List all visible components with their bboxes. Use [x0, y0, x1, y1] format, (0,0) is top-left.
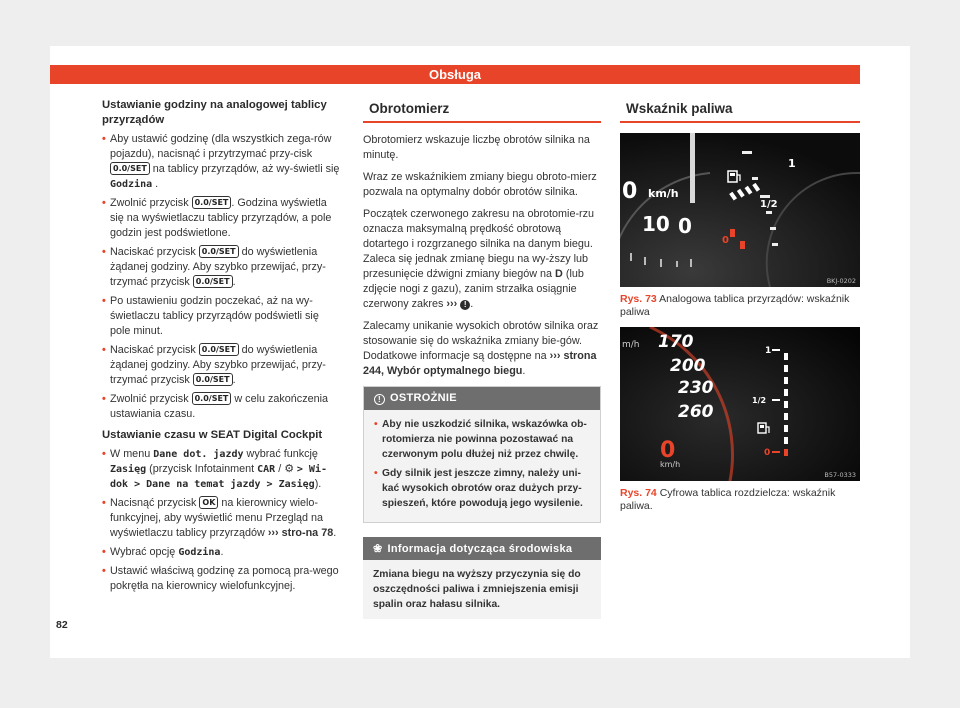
- gear-d: D: [555, 268, 563, 280]
- text: ).: [314, 478, 322, 490]
- text: .: [522, 365, 526, 377]
- car-settings-icon: ⚙: [284, 463, 294, 475]
- speed-label: 170: [658, 332, 694, 352]
- speed-label: 200: [670, 356, 706, 376]
- list-item: • Aby nie uszkodzić silnika, wskazówka ob-rotomierza nie powinna pozostawać na czerwonym polu dłużej niż przez chwilę.: [374, 417, 590, 462]
- list-item: [102, 343, 342, 388]
- heading-digital-cockpit: Ustawianie czasu w SEAT Digital Cockpit: [102, 429, 323, 441]
- list-item: [102, 545, 342, 560]
- fuel-half-label: 1/2: [752, 396, 767, 405]
- speed-unit: km/h: [648, 187, 679, 200]
- list-item: • Po ustawieniu godzin poczekać, aż na wy-świetlaczu tablicy przyrządów podświetli się pole minut.: [102, 294, 342, 339]
- figure-id: B57-0333: [824, 471, 856, 479]
- warning-badge-icon: !: [460, 300, 470, 310]
- figure-id: BKJ-0202: [826, 277, 856, 285]
- fuel-full-label: 1: [765, 346, 772, 356]
- text: Aby ustawić godzinę (dla wszystkich zega-rów pojazdu), nacisnąć i przytrzymać przy-cisk: [110, 133, 332, 160]
- figure-caption: [620, 487, 860, 513]
- fuel-empty-label: 0: [722, 235, 729, 246]
- set-key-icon: 0.0/SET: [110, 162, 150, 175]
- text: W menu: [110, 448, 151, 460]
- figure-caption: [620, 293, 860, 319]
- page-link[interactable]: ››› strona 244, Wybór optymalnego biegu: [363, 350, 597, 377]
- caution-icon: !: [374, 394, 385, 405]
- text: .: [232, 374, 236, 386]
- text: Zwolnić przycisk: [110, 197, 189, 209]
- section-title-fuel: Wskaźnik paliwa: [620, 98, 860, 123]
- figure-analog-fuel-gauge: [620, 133, 860, 287]
- figure-label: Rys. 73: [620, 293, 657, 305]
- environment-box: [363, 537, 601, 619]
- set-key-icon: 0.0/SET: [199, 245, 239, 258]
- speed-unit-top: m/h: [622, 340, 640, 350]
- column-tachometer: [363, 98, 601, 619]
- text: (przycisk Infotainment: [149, 463, 255, 475]
- text: do wyświetlenia żądanej godziny. Aby szybko przewijać, przy-trzymać przycisk: [110, 246, 326, 288]
- menu-code: Zasięg: [110, 464, 147, 475]
- list-item: • Gdy silnik jest jeszcze zimny, należy uni-kać wysokich obrotów oraz dużych przy-spieszeń, które powodują jego wysilenie.: [374, 466, 590, 511]
- text: .: [155, 178, 159, 190]
- text: Początek czerwonego zakresu na obrotomie-rzu oznacza maksymalną prędkość obrotową dotartego i rozgrzanego silnika na danym biegu. Zaleca się jednak zmianę biegu na wy-ższy lub przesunięcie dźwigni zmiany biegów na: [363, 208, 595, 280]
- speed-label: 260: [678, 402, 714, 422]
- text: Naciskać przycisk: [110, 246, 196, 258]
- fuel-full-label: 1: [788, 157, 796, 170]
- text: Wybrać opcję: [110, 546, 176, 558]
- speed-label: 0: [678, 214, 692, 238]
- ref-link[interactable]: ›››: [446, 298, 458, 310]
- text: na kierownicy wielo-funkcyjnej, aby wyświetlić menu Przegląd na wyświetlaczu tablicy przyrządów: [110, 497, 324, 539]
- set-key-icon: 0.0/SET: [192, 196, 232, 209]
- menu-code: Dane dot. jazdy: [153, 449, 244, 460]
- figure-label: Rys. 74: [620, 487, 657, 499]
- text: .: [220, 546, 224, 558]
- list-item: [102, 196, 342, 241]
- page-number: 82: [56, 619, 68, 631]
- list-digital-steps: [102, 447, 342, 594]
- text: Naciskać przycisk: [110, 344, 196, 356]
- menu-code: Godzina: [178, 547, 221, 558]
- text: .: [333, 527, 337, 539]
- car-key-icon: CAR: [257, 464, 276, 475]
- section-header: Obsługa: [50, 65, 860, 84]
- list-item: [102, 496, 342, 541]
- speed-label: 230: [678, 378, 714, 398]
- ok-key-icon: OK: [199, 496, 218, 509]
- speed-unit: km/h: [660, 460, 681, 469]
- fuel-half-label: 1/2: [760, 199, 778, 210]
- environment-body: [363, 560, 601, 619]
- caution-box: [363, 386, 601, 523]
- analog-gauge-illustration: [620, 133, 860, 287]
- column-fuel-gauge: [620, 98, 860, 521]
- list-item: [102, 132, 342, 192]
- text: Zalecamy unikanie wysokich obrotów silnika oraz stosowanie się do wskaźnika zmiany bie-gów. Dodatkowe informacje są dostępne na: [363, 320, 599, 362]
- fuel-empty-label: 0: [764, 448, 771, 458]
- column-clock-settings: [102, 98, 342, 598]
- speed-label: 10: [642, 212, 670, 236]
- set-key-icon: 0.0/SET: [199, 343, 239, 356]
- paragraph: Obrotomierz wskazuje liczbę obrotów silnika na minutę.: [363, 134, 590, 161]
- set-key-icon: 0.0/SET: [193, 373, 233, 386]
- text: do wyświetlenia żądanej godziny. Aby szybko przewijać, przy-trzymać przycisk: [110, 344, 326, 386]
- text: wybrać funkcję: [246, 448, 318, 460]
- figure-digital-fuel-gauge: [620, 327, 860, 481]
- list-item: [102, 447, 342, 492]
- caution-body: [364, 410, 600, 522]
- text: Nacisnąć przycisk: [110, 497, 197, 509]
- caution-header: [364, 387, 600, 410]
- environment-text: Zmiana biegu na wyższy przyczynia się do oszczędności paliwa i zmniejszenia emisji spalin oraz hałasu silnika.: [373, 569, 581, 610]
- paragraph: [363, 207, 601, 312]
- text: na tablicy przyrządów, aż wy-świetli się: [152, 163, 340, 175]
- text: (lub zdjęcie nogi z gazu), zanim strzałka osiągnie czerwony zakres: [363, 268, 584, 310]
- caption-text: Cyfrowa tablica rozdzielcza: wskaźnik paliwa.: [620, 487, 836, 512]
- digital-gauge-illustration: [620, 327, 860, 481]
- page-link[interactable]: ››› stro-na 78: [267, 527, 334, 539]
- text: Zwolnić przycisk: [110, 393, 189, 405]
- leaf-icon: ❀: [373, 543, 383, 555]
- caution-title: OSTROŻNIE: [390, 392, 457, 404]
- caption-text: Analogowa tablica przyrządów: wskaźnik paliwa: [620, 293, 850, 318]
- set-key-icon: 0.0/SET: [192, 392, 232, 405]
- environment-header: [363, 537, 601, 560]
- text: . Godzina wyświetla się na wyświetlaczu tablicy przyrządów, a pole godzin jest podświetlone.: [110, 197, 332, 239]
- list-item: [102, 392, 342, 422]
- text: /: [278, 463, 282, 475]
- set-key-icon: 0.0/SET: [193, 275, 233, 288]
- text: .: [232, 276, 236, 288]
- section-title-tachometer: Obrotomierz: [363, 98, 601, 123]
- paragraph: Wraz ze wskaźnikiem zmiany biegu obroto-mierz pozwala na optymalny dobór obrotów silnika.: [363, 171, 597, 198]
- environment-title: Informacja dotycząca środowiska: [387, 543, 573, 555]
- text: .: [470, 298, 474, 310]
- list-item: [102, 245, 342, 290]
- menu-code: > Wi-dok > Dane na temat jazdy > Zasięg: [110, 464, 327, 490]
- digital-zero: 0: [660, 438, 676, 463]
- list-analog-steps: [102, 132, 342, 422]
- heading-analog-clock: Ustawianie godziny na analogowej tablicy przyrządów: [102, 99, 327, 126]
- paragraph: [363, 319, 601, 379]
- speed-label: 0: [622, 179, 638, 204]
- text: w celu zakończenia ustawiania czasu.: [110, 393, 328, 420]
- list-item: • Ustawić właściwą godzinę za pomocą pra-wego pokrętła na kierownicy wielofunkcyjnej.: [102, 564, 342, 594]
- menu-code: Godzina: [110, 179, 153, 190]
